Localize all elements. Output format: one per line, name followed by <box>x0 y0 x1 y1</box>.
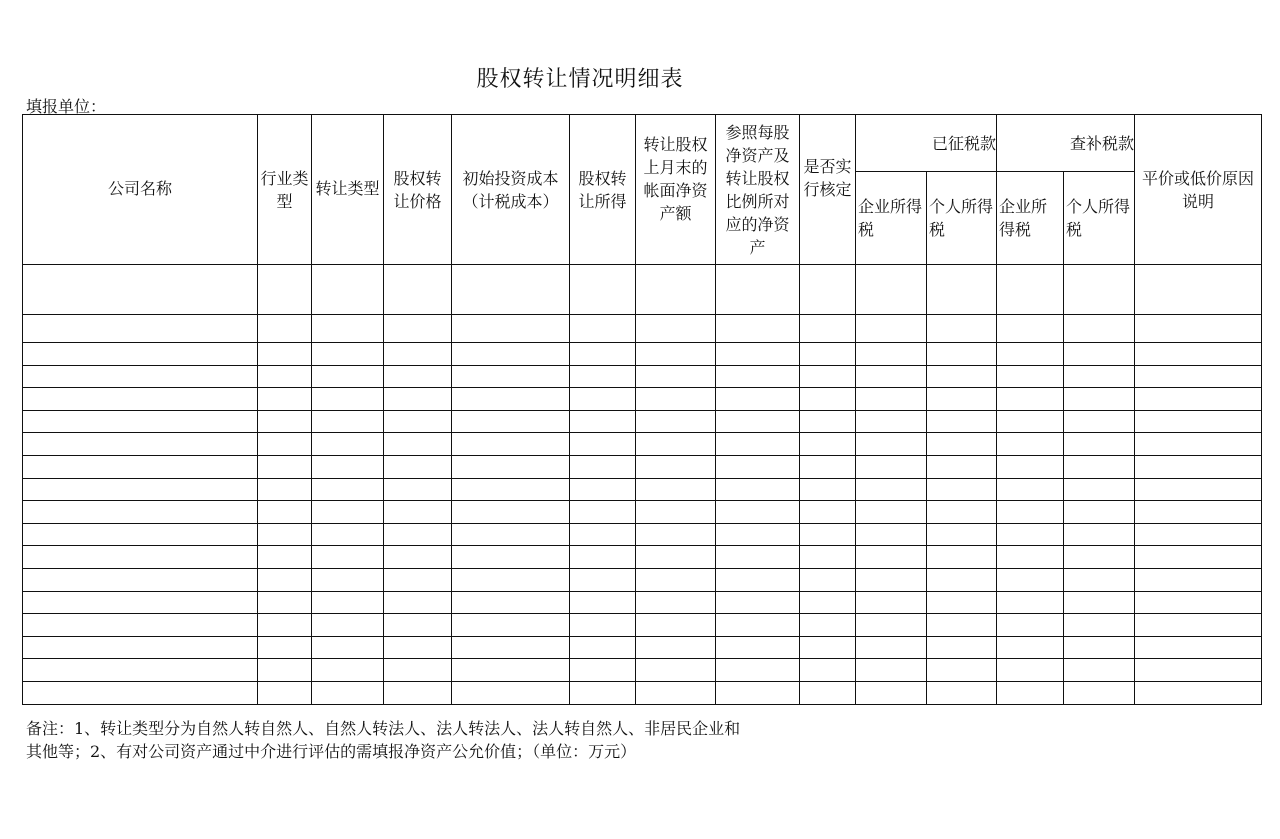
table-cell[interactable] <box>452 343 570 366</box>
header-collected-individual-tax: 个人所得税 <box>927 172 997 265</box>
table-cell[interactable] <box>384 315 452 343</box>
table-cell[interactable] <box>800 568 856 591</box>
header-industry-type: 行业类型 <box>258 115 312 265</box>
table-cell[interactable] <box>452 265 570 315</box>
table-cell[interactable] <box>997 523 1064 546</box>
table-cell[interactable] <box>384 546 452 569</box>
table-cell[interactable] <box>927 365 997 388</box>
table-cell[interactable] <box>716 546 800 569</box>
table-cell[interactable] <box>1064 315 1135 343</box>
table-cell[interactable] <box>927 636 997 659</box>
table-row <box>23 433 1262 456</box>
table-cell[interactable] <box>23 265 258 315</box>
table-row <box>23 659 1262 682</box>
table-cell[interactable] <box>997 478 1064 501</box>
table-cell[interactable] <box>997 659 1064 682</box>
table-cell[interactable] <box>636 659 716 682</box>
table-cell[interactable] <box>258 478 312 501</box>
table-cell[interactable] <box>570 478 636 501</box>
table-cell[interactable] <box>452 523 570 546</box>
table-cell[interactable] <box>23 455 258 478</box>
table-cell[interactable] <box>23 523 258 546</box>
table-cell[interactable] <box>636 636 716 659</box>
table-cell[interactable] <box>997 568 1064 591</box>
table-cell[interactable] <box>1064 478 1135 501</box>
table-cell[interactable] <box>312 568 384 591</box>
table-cell[interactable] <box>258 659 312 682</box>
table-cell[interactable] <box>258 433 312 456</box>
table-cell[interactable] <box>258 501 312 524</box>
table-cell[interactable] <box>23 681 258 704</box>
table-row <box>23 501 1262 524</box>
table-cell[interactable] <box>452 433 570 456</box>
table-cell[interactable] <box>570 614 636 637</box>
table-cell[interactable] <box>258 591 312 614</box>
table-cell[interactable] <box>570 410 636 433</box>
table-cell[interactable] <box>997 636 1064 659</box>
table-cell[interactable] <box>800 659 856 682</box>
table-row <box>23 265 1262 315</box>
table-cell[interactable] <box>1135 523 1262 546</box>
table-cell[interactable] <box>570 546 636 569</box>
table-cell[interactable] <box>452 681 570 704</box>
table-cell[interactable] <box>452 568 570 591</box>
table-cell[interactable] <box>856 343 927 366</box>
table-cell[interactable] <box>452 636 570 659</box>
table-cell[interactable] <box>800 410 856 433</box>
table-cell[interactable] <box>927 591 997 614</box>
table-cell[interactable] <box>716 478 800 501</box>
table-row <box>23 365 1262 388</box>
table-cell[interactable] <box>1135 591 1262 614</box>
header-transfer-income: 股权转让所得 <box>570 115 636 265</box>
table-cell[interactable] <box>258 636 312 659</box>
table-cell[interactable] <box>997 546 1064 569</box>
table-cell[interactable] <box>23 315 258 343</box>
table-cell[interactable] <box>258 265 312 315</box>
table-cell[interactable] <box>384 659 452 682</box>
table-cell[interactable] <box>636 315 716 343</box>
table-cell[interactable] <box>1064 591 1135 614</box>
table-cell[interactable] <box>800 681 856 704</box>
table-cell[interactable] <box>856 501 927 524</box>
table-cell[interactable] <box>716 614 800 637</box>
table-cell[interactable] <box>23 636 258 659</box>
table-cell[interactable] <box>856 410 927 433</box>
table-cell[interactable] <box>384 410 452 433</box>
table-row <box>23 568 1262 591</box>
table-cell[interactable] <box>636 343 716 366</box>
table-cell[interactable] <box>856 388 927 411</box>
table-row <box>23 636 1262 659</box>
header-low-price-reason: 平价或低价原因说明 <box>1135 115 1262 265</box>
table-cell[interactable] <box>800 315 856 343</box>
table-cell[interactable] <box>1135 365 1262 388</box>
table-cell[interactable] <box>312 455 384 478</box>
table-cell[interactable] <box>312 388 384 411</box>
table-cell[interactable] <box>1064 681 1135 704</box>
table-cell[interactable] <box>258 343 312 366</box>
table-cell[interactable] <box>23 388 258 411</box>
table-cell[interactable] <box>384 478 452 501</box>
table-cell[interactable] <box>312 478 384 501</box>
table-cell[interactable] <box>1064 388 1135 411</box>
table-cell[interactable] <box>384 591 452 614</box>
table-cell[interactable] <box>636 388 716 411</box>
table-cell[interactable] <box>856 659 927 682</box>
table-cell[interactable] <box>312 659 384 682</box>
table-row <box>23 478 1262 501</box>
table-cell[interactable] <box>312 433 384 456</box>
table-row <box>23 523 1262 546</box>
table-cell[interactable] <box>1135 568 1262 591</box>
table-cell[interactable] <box>1064 455 1135 478</box>
table-cell[interactable] <box>258 315 312 343</box>
table-row <box>23 388 1262 411</box>
table-cell[interactable] <box>636 681 716 704</box>
header-initial-cost: 初始投资成本（计税成本） <box>452 115 570 265</box>
footnote-line-1: 备注：1、转让类型分为自然人转自然人、自然人转法人、法人转法人、法人转自然人、非居民企业和 <box>26 719 741 738</box>
table-cell[interactable] <box>312 523 384 546</box>
table-cell[interactable] <box>452 546 570 569</box>
table-cell[interactable] <box>312 501 384 524</box>
table-cell[interactable] <box>800 591 856 614</box>
table-cell[interactable] <box>1135 636 1262 659</box>
header-ref-net-assets: 参照每股净资产及转让股权比例所对应的净资产 <box>716 115 800 265</box>
table-cell[interactable] <box>927 343 997 366</box>
table-cell[interactable] <box>384 636 452 659</box>
table-cell[interactable] <box>856 681 927 704</box>
table-cell[interactable] <box>716 410 800 433</box>
table-cell[interactable] <box>452 410 570 433</box>
table-cell[interactable] <box>384 681 452 704</box>
table-cell[interactable] <box>384 501 452 524</box>
table-cell[interactable] <box>384 365 452 388</box>
table-cell[interactable] <box>570 681 636 704</box>
table-cell[interactable] <box>1064 433 1135 456</box>
table-cell[interactable] <box>23 478 258 501</box>
table-cell[interactable] <box>800 501 856 524</box>
table-cell[interactable] <box>927 410 997 433</box>
table-cell[interactable] <box>570 591 636 614</box>
table-cell[interactable] <box>1135 315 1262 343</box>
table-cell[interactable] <box>452 614 570 637</box>
table-cell[interactable] <box>927 388 997 411</box>
table-cell[interactable] <box>927 265 997 315</box>
table-cell[interactable] <box>312 636 384 659</box>
table-cell[interactable] <box>452 659 570 682</box>
table-cell[interactable] <box>927 614 997 637</box>
table-cell[interactable] <box>800 343 856 366</box>
table-cell[interactable] <box>312 410 384 433</box>
table-cell[interactable] <box>636 365 716 388</box>
table-cell[interactable] <box>570 659 636 682</box>
table-cell[interactable] <box>1064 501 1135 524</box>
table-cell[interactable] <box>716 681 800 704</box>
table-cell[interactable] <box>800 433 856 456</box>
table-cell[interactable] <box>1064 546 1135 569</box>
table-cell[interactable] <box>1135 343 1262 366</box>
table-cell[interactable] <box>452 478 570 501</box>
table-cell[interactable] <box>312 265 384 315</box>
table-cell[interactable] <box>23 568 258 591</box>
table-cell[interactable] <box>800 478 856 501</box>
table-cell[interactable] <box>927 523 997 546</box>
table-cell[interactable] <box>1064 614 1135 637</box>
table-cell[interactable] <box>23 410 258 433</box>
table-cell[interactable] <box>570 455 636 478</box>
table-cell[interactable] <box>716 523 800 546</box>
table-cell[interactable] <box>1135 265 1262 315</box>
table-cell[interactable] <box>570 315 636 343</box>
table-cell[interactable] <box>927 433 997 456</box>
footnote-line-2: 其他等；2、有对公司资产通过中介进行评估的需填报净资产公允价值；（单位：万元） <box>26 742 637 761</box>
header-supplementary-tax: 查补税款 <box>997 115 1135 172</box>
table-cell[interactable] <box>997 433 1064 456</box>
table-cell[interactable] <box>384 455 452 478</box>
table-cell[interactable] <box>636 433 716 456</box>
table-cell[interactable] <box>570 433 636 456</box>
table-cell[interactable] <box>452 501 570 524</box>
table-row <box>23 410 1262 433</box>
table-cell[interactable] <box>856 478 927 501</box>
table-body <box>23 265 1262 705</box>
table-cell[interactable] <box>997 614 1064 637</box>
table-cell[interactable] <box>570 523 636 546</box>
table-cell[interactable] <box>1135 388 1262 411</box>
table-cell[interactable] <box>716 365 800 388</box>
table-cell[interactable] <box>636 591 716 614</box>
table-cell[interactable] <box>570 343 636 366</box>
table-cell[interactable] <box>312 315 384 343</box>
table-cell[interactable] <box>856 365 927 388</box>
reporting-unit-label: 填报单位： <box>26 97 107 116</box>
table-cell[interactable] <box>997 315 1064 343</box>
table-cell[interactable] <box>800 265 856 315</box>
table-cell[interactable] <box>570 265 636 315</box>
table-cell[interactable] <box>856 591 927 614</box>
table-cell[interactable] <box>1135 410 1262 433</box>
table-cell[interactable] <box>856 455 927 478</box>
table-cell[interactable] <box>997 681 1064 704</box>
table-cell[interactable] <box>258 681 312 704</box>
table-cell[interactable] <box>23 343 258 366</box>
table-cell[interactable] <box>23 591 258 614</box>
table-cell[interactable] <box>856 546 927 569</box>
table-cell[interactable] <box>856 433 927 456</box>
table-cell[interactable] <box>312 365 384 388</box>
table-cell[interactable] <box>384 523 452 546</box>
table-cell[interactable] <box>1064 568 1135 591</box>
table-cell[interactable] <box>23 501 258 524</box>
header-company-name: 公司名称 <box>23 115 258 265</box>
table-cell[interactable] <box>800 636 856 659</box>
table-cell[interactable] <box>23 546 258 569</box>
table-row <box>23 315 1262 343</box>
header-supplementary-enterprise-tax: 企业所得税 <box>997 172 1064 265</box>
table-cell[interactable] <box>800 614 856 637</box>
table-cell[interactable] <box>856 523 927 546</box>
table-cell[interactable] <box>716 455 800 478</box>
table-cell[interactable] <box>258 568 312 591</box>
table-cell[interactable] <box>636 501 716 524</box>
table-cell[interactable] <box>1135 614 1262 637</box>
table-cell[interactable] <box>570 636 636 659</box>
table-cell[interactable] <box>800 546 856 569</box>
table-cell[interactable] <box>312 614 384 637</box>
table-cell[interactable] <box>636 478 716 501</box>
table-cell[interactable] <box>1064 523 1135 546</box>
table-cell[interactable] <box>856 614 927 637</box>
table-cell[interactable] <box>384 343 452 366</box>
table-cell[interactable] <box>23 659 258 682</box>
table-cell[interactable] <box>997 388 1064 411</box>
table-row <box>23 546 1262 569</box>
table-cell[interactable] <box>1135 659 1262 682</box>
table-cell[interactable] <box>636 546 716 569</box>
table-cell[interactable] <box>856 636 927 659</box>
table-cell[interactable] <box>312 591 384 614</box>
table-cell[interactable] <box>23 365 258 388</box>
table-cell[interactable] <box>800 365 856 388</box>
table-cell[interactable] <box>636 410 716 433</box>
table-cell[interactable] <box>1064 265 1135 315</box>
table-cell[interactable] <box>636 614 716 637</box>
header-book-net-assets: 转让股权上月末的帐面净资产额 <box>636 115 716 265</box>
table-row <box>23 614 1262 637</box>
table-cell[interactable] <box>997 343 1064 366</box>
table-cell[interactable] <box>636 455 716 478</box>
table-cell[interactable] <box>452 315 570 343</box>
table-cell[interactable] <box>1064 636 1135 659</box>
table-cell[interactable] <box>258 388 312 411</box>
table-cell[interactable] <box>23 614 258 637</box>
table-cell[interactable] <box>258 546 312 569</box>
table-row <box>23 455 1262 478</box>
header-transfer-price: 股权转让价格 <box>384 115 452 265</box>
table-cell[interactable] <box>1135 455 1262 478</box>
table-cell[interactable] <box>927 315 997 343</box>
table-cell[interactable] <box>384 433 452 456</box>
table-cell[interactable] <box>997 591 1064 614</box>
table-cell[interactable] <box>856 265 927 315</box>
table-cell[interactable] <box>716 265 800 315</box>
table-row <box>23 343 1262 366</box>
table-cell[interactable] <box>716 343 800 366</box>
table-cell[interactable] <box>927 568 997 591</box>
table-cell[interactable] <box>636 568 716 591</box>
table-cell[interactable] <box>716 433 800 456</box>
header-assessed: 是否实行核定 <box>800 115 856 265</box>
table-cell[interactable] <box>997 455 1064 478</box>
table-cell[interactable] <box>384 388 452 411</box>
table-row <box>23 681 1262 704</box>
table-cell[interactable] <box>927 681 997 704</box>
table-cell[interactable] <box>1135 546 1262 569</box>
table-cell[interactable] <box>258 365 312 388</box>
table-cell[interactable] <box>716 315 800 343</box>
table-cell[interactable] <box>258 455 312 478</box>
table-cell[interactable] <box>1135 501 1262 524</box>
table-cell[interactable] <box>312 681 384 704</box>
table-cell[interactable] <box>570 388 636 411</box>
table-cell[interactable] <box>927 455 997 478</box>
page-title: 股权转让情况明细表 <box>476 67 684 92</box>
table-cell[interactable] <box>570 568 636 591</box>
table-cell[interactable] <box>997 265 1064 315</box>
table-cell[interactable] <box>997 365 1064 388</box>
table-cell[interactable] <box>384 265 452 315</box>
table-cell[interactable] <box>800 523 856 546</box>
table-cell[interactable] <box>258 410 312 433</box>
table-cell[interactable] <box>452 388 570 411</box>
table-cell[interactable] <box>856 315 927 343</box>
table-cell[interactable] <box>384 614 452 637</box>
table-cell[interactable] <box>716 388 800 411</box>
table-cell[interactable] <box>1135 478 1262 501</box>
equity-transfer-table <box>22 114 1262 705</box>
table-cell[interactable] <box>452 365 570 388</box>
table-cell[interactable] <box>1135 433 1262 456</box>
footnotes <box>26 717 886 763</box>
table-cell[interactable] <box>927 501 997 524</box>
table-cell[interactable] <box>927 659 997 682</box>
table-cell[interactable] <box>800 455 856 478</box>
table-cell[interactable] <box>927 478 997 501</box>
table-cell[interactable] <box>716 501 800 524</box>
header-collected-enterprise-tax: 企业所得税 <box>856 172 927 265</box>
table-cell[interactable] <box>636 265 716 315</box>
table-cell[interactable] <box>1135 681 1262 704</box>
table-cell[interactable] <box>452 591 570 614</box>
table-cell[interactable] <box>312 546 384 569</box>
table-cell[interactable] <box>570 501 636 524</box>
table-cell[interactable] <box>384 568 452 591</box>
table-cell[interactable] <box>570 365 636 388</box>
table-cell[interactable] <box>716 636 800 659</box>
table-cell[interactable] <box>23 433 258 456</box>
table-cell[interactable] <box>856 568 927 591</box>
header-collected-tax: 已征税款 <box>856 115 997 172</box>
table-cell[interactable] <box>716 659 800 682</box>
table-cell[interactable] <box>636 523 716 546</box>
table-cell[interactable] <box>258 614 312 637</box>
table-cell[interactable] <box>800 388 856 411</box>
table-cell[interactable] <box>1064 659 1135 682</box>
table-cell[interactable] <box>1064 410 1135 433</box>
table-cell[interactable] <box>716 591 800 614</box>
table-row <box>23 591 1262 614</box>
table-cell[interactable] <box>716 568 800 591</box>
table-cell[interactable] <box>1064 365 1135 388</box>
header-supplementary-individual-tax: 个人所得税 <box>1064 172 1135 265</box>
table-cell[interactable] <box>312 343 384 366</box>
table-cell[interactable] <box>258 523 312 546</box>
table-cell[interactable] <box>1064 343 1135 366</box>
table-cell[interactable] <box>452 455 570 478</box>
table-cell[interactable] <box>997 410 1064 433</box>
table-cell[interactable] <box>927 546 997 569</box>
header-transfer-type: 转让类型 <box>312 115 384 265</box>
table-cell[interactable] <box>997 501 1064 524</box>
